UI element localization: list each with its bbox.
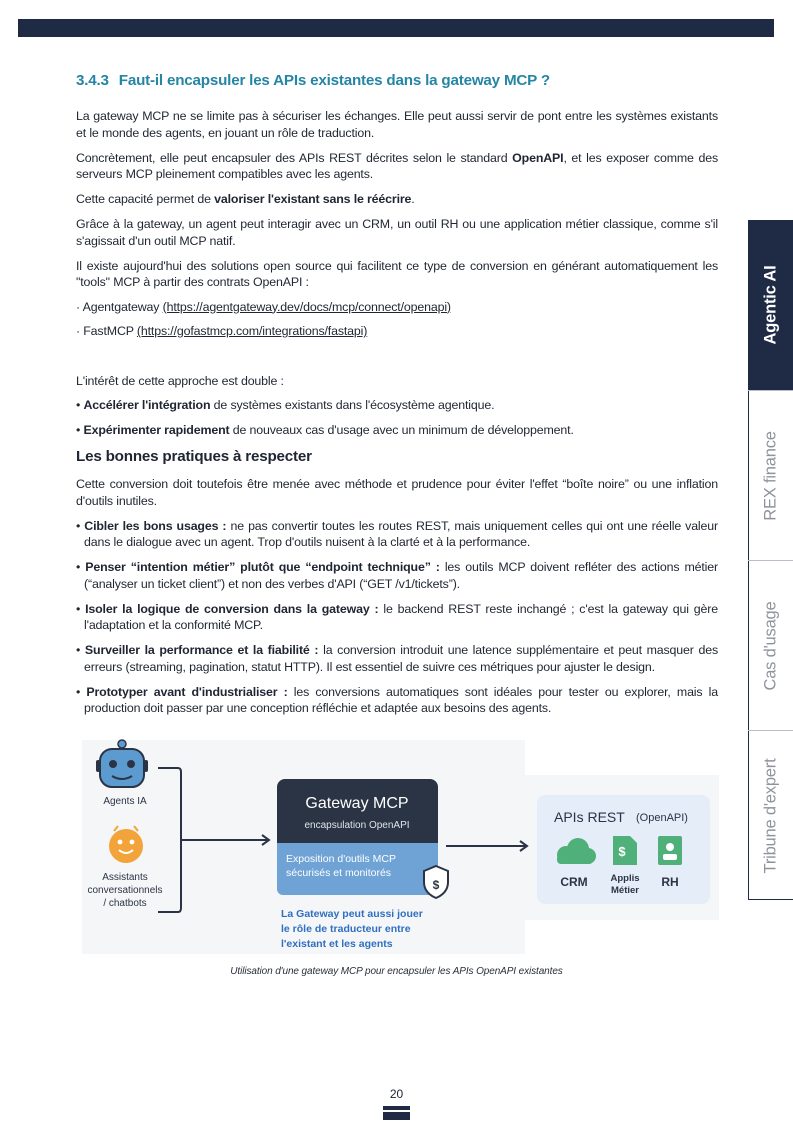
apis-title: APIs REST xyxy=(554,809,625,825)
intro-paragraph: La gateway MCP ne se limite pas à sécuriser les échanges. Elle peut aussi servir de pont entre les systèmes existants et le monde des agents, en jouant un rôle de traduction. xyxy=(76,109,718,140)
text-span: la conversion introduit une latence supplémentaire et peut masquer des erreurs (streaming, pagination, statut HTTP). Il est essentiel de suivre ces métriques pour ajuster le design. xyxy=(84,643,718,674)
practice-item: • Isoler la logique de conversion dans la gateway : le backend REST reste inchangé ; c'est la gateway qui gère l'adaptation et la conformité MCP. xyxy=(76,601,718,632)
section-number: 3.4.3 xyxy=(76,72,109,89)
svg-text:$: $ xyxy=(618,844,626,859)
bold-span: Isoler la logique de conversion dans la gateway : xyxy=(85,601,379,616)
text-span: de nouveaux cas d'usage avec un minimum de développement. xyxy=(229,422,574,437)
tab-label: Agentic AI xyxy=(761,265,779,345)
chatbot-icon xyxy=(109,826,143,863)
crm-label: CRM xyxy=(560,875,588,889)
document-icon xyxy=(613,836,637,865)
interest-lead: L'intérêt de cette approche est double : xyxy=(76,373,284,388)
bold-span: Surveiller la performance et la fiabilité : xyxy=(84,643,319,657)
bold-span: Penser “intention métier” plutôt que “endpoint technique” : xyxy=(85,560,440,574)
tab-agentic-ai[interactable] xyxy=(748,220,793,390)
link-prefix: · FastMCP xyxy=(76,324,137,338)
text-span: les conversions automatiques sont idéales pour tester ou explorer, mais la production doit passer par une conception réfléchie et adaptée aux besoins des agents. xyxy=(84,684,718,715)
tabs-bottom-border xyxy=(748,899,793,900)
fastmcp-link[interactable]: (https://gofastmcp.com/integrations/fastapi) xyxy=(136,324,368,338)
text-line: / chatbots xyxy=(103,898,147,909)
text-line: Applis xyxy=(610,873,640,884)
page-number: 20 xyxy=(389,1087,404,1101)
gateway-note xyxy=(281,908,423,950)
bold-span: Cibler les bons usages : xyxy=(84,518,227,533)
agents-label: Agents IA xyxy=(103,796,147,807)
text-span: , et les exposer comme des serveurs MCP pleinement compatibles avec les agents. xyxy=(76,150,718,181)
gateway-subtitle: encapsulation OpenAPI xyxy=(304,820,410,831)
text-span: . xyxy=(411,192,415,206)
text-line: sécurisés et monitorés xyxy=(286,867,392,879)
text-span: Cette capacité permet de xyxy=(76,192,215,206)
id-badge-icon xyxy=(658,836,682,865)
text-line: Assistants xyxy=(102,872,148,883)
figure-caption: Utilisation d'une gateway MCP pour encapsuler les APIs OpenAPI existantes xyxy=(230,966,563,977)
interest-item: • Accélérer l'intégration de systèmes existants dans l'écosystème agentique. xyxy=(76,398,495,412)
practice-item: • Prototyper avant d'industrialiser : les conversions automatiques sont idéales pour tester ou explorer, mais la production doit passer par une conception réfléchie et adaptée aux besoins des agents. xyxy=(76,684,718,715)
opensource-paragraph: Il existe aujourd'hui des solutions open source qui facilitent ce type de conversion en générant automatiquement les "tools" MCP à partir des contrats OpenAPI : xyxy=(76,258,718,289)
text-span: le backend REST reste inchangé ; c'est la gateway qui gère l'adaptation et la conformité MCP. xyxy=(84,601,718,632)
bold-span: OpenAPI xyxy=(512,150,564,165)
practice-item: • Cibler les bons usages : ne pas convertir toutes les routes REST, mais uniquement celles qui ont une réelle valeur dans le dialogue avec un agent. Trop d'outils nuisent à la clarté et à la performance. xyxy=(76,518,718,549)
svg-text:$: $ xyxy=(432,878,440,892)
text-line: La Gateway peut aussi jouer xyxy=(281,908,423,920)
text-line: le rôle de traducteur entre xyxy=(281,923,411,935)
practices-lead: Cette conversion doit toutefois être menée avec méthode et prudence pour éviter l'effet “boîte noire” ou une inflation d'outils inutiles. xyxy=(76,477,718,508)
gateway-title: Gateway MCP xyxy=(305,795,409,812)
crm-paragraph: Grâce à la gateway, un agent peut interagir avec un CRM, un outil RH ou une application métier classique, comme s'il s'agissait d'un outil MCP natif. xyxy=(76,217,718,248)
rh-label: RH xyxy=(661,875,679,889)
robot-icon xyxy=(96,740,148,787)
apis-subtitle: (OpenAPI) xyxy=(636,812,688,824)
bold-span: valoriser l'existant sans le réécrire xyxy=(214,192,412,206)
text-span: les outils MCP doivent refléter des actions métier (“analyser un ticket client”) et non des verbes d'API (“GET /v1/tickets”). xyxy=(84,560,718,591)
tab-tribune-expert[interactable] xyxy=(748,730,793,900)
tab-cas-usage[interactable] xyxy=(748,560,793,730)
text-line: Métier xyxy=(611,885,639,896)
tab-label: REX finance xyxy=(761,430,779,521)
shield-icon xyxy=(424,866,448,898)
assistants-label xyxy=(87,872,162,909)
text-line: Exposition d'outils MCP xyxy=(286,853,396,865)
page-mark xyxy=(383,1106,410,1120)
text-span: de systèmes existants dans l'écosystème agentique. xyxy=(210,398,495,412)
tab-label: Cas d'usage xyxy=(761,600,779,691)
text-span: ne pas convertir toutes les routes REST, mais uniquement celles qui ont une réelle valeur dans le dialogue avec un agent. Trop d'outils nuisent à la clarté et à la performance. xyxy=(84,518,718,549)
interest-item: • Expérimenter rapidement de nouveaux cas d'usage avec un minimum de développement. xyxy=(76,422,574,437)
agentgateway-link[interactable]: (https://agentgateway.dev/docs/mcp/connect/openapi) xyxy=(162,299,451,314)
applis-label xyxy=(610,873,639,896)
bold-span: Expérimenter rapidement xyxy=(83,422,230,437)
practice-item: • Surveiller la performance et la fiabilité : la conversion introduit une latence supplémentaire et peut masquer des erreurs (streaming, pagination, statut HTTP). Il est essentiel de suivre ces métriques pour ajuster le design. xyxy=(76,643,718,674)
practice-item: • Penser “intention métier” plutôt que “endpoint technique” : les outils MCP doivent refléter des actions métier (“analyser un ticket client”) et non des verbes d'API (“GET /v1/tickets”). xyxy=(76,560,718,591)
text-span: Concrètement, elle peut encapsuler des APIs REST décrites selon le standard xyxy=(76,150,513,165)
bold-span: Accélérer l'intégration xyxy=(83,398,211,412)
text-line: l'existant et les agents xyxy=(281,938,393,950)
section-title: Faut-il encapsuler les APIs existantes dans la gateway MCP ? xyxy=(118,72,550,89)
tab-label: Tribune d'expert xyxy=(761,758,779,873)
text-line: conversationnels xyxy=(87,885,163,896)
practices-heading: Les bonnes pratiques à respecter xyxy=(76,448,312,465)
link-prefix: · Agentgateway xyxy=(76,299,163,314)
tab-rex-finance[interactable] xyxy=(748,390,793,560)
bold-span: Prototyper avant d'industrialiser : xyxy=(86,684,288,699)
